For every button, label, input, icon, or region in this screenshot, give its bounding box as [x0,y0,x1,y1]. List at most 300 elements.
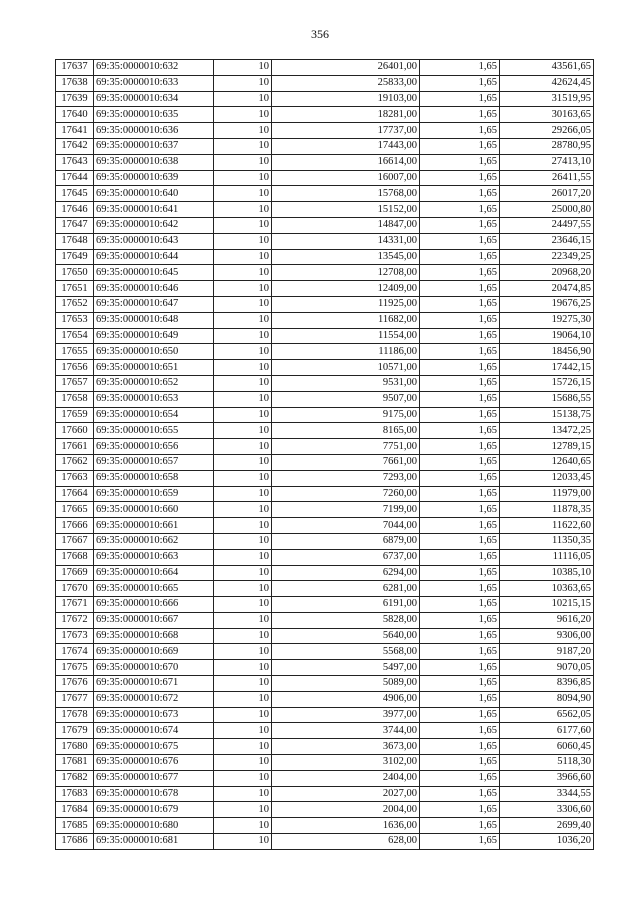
row-number-cell: 17660 [56,423,94,439]
row-number-cell: 17644 [56,170,94,186]
row-number-cell: 17658 [56,391,94,407]
row-number-cell: 17662 [56,454,94,470]
cadastral-number-cell: 69:35:0000010:644 [94,249,214,265]
table-row [56,265,594,281]
value-10-cell: 10 [214,138,272,154]
cadastral-number-cell: 69:35:0000010:636 [94,123,214,139]
rate-cell: 1,65 [420,75,500,91]
rate-cell: 1,65 [420,91,500,107]
rate-cell: 1,65 [420,186,500,202]
value-10-cell: 10 [214,770,272,786]
amount-cell: 18456,90 [500,344,594,360]
area-cell: 8165,00 [272,423,420,439]
table-row [56,454,594,470]
value-10-cell: 10 [214,170,272,186]
row-number-cell: 17669 [56,565,94,581]
value-10-cell: 10 [214,834,272,850]
table-row [56,612,594,628]
area-cell: 14331,00 [272,233,420,249]
table-row [56,407,594,423]
rate-cell: 1,65 [420,170,500,186]
area-cell: 2027,00 [272,786,420,802]
rate-cell: 1,65 [420,581,500,597]
rate-cell: 1,65 [420,217,500,233]
value-10-cell: 10 [214,612,272,628]
rate-cell: 1,65 [420,344,500,360]
amount-cell: 15726,15 [500,375,594,391]
row-number-cell: 17675 [56,660,94,676]
amount-cell: 10385,10 [500,565,594,581]
area-cell: 5640,00 [272,628,420,644]
rate-cell: 1,65 [420,549,500,565]
rate-cell: 1,65 [420,123,500,139]
amount-cell: 23646,15 [500,233,594,249]
cadastral-number-cell: 69:35:0000010:661 [94,518,214,534]
value-10-cell: 10 [214,439,272,455]
area-cell: 7661,00 [272,454,420,470]
row-number-cell: 17673 [56,628,94,644]
area-cell: 3977,00 [272,707,420,723]
cadastral-number-cell: 69:35:0000010:675 [94,739,214,755]
amount-cell: 6562,05 [500,707,594,723]
cadastral-number-cell: 69:35:0000010:664 [94,565,214,581]
area-cell: 12409,00 [272,281,420,297]
rate-cell: 1,65 [420,723,500,739]
rate-cell: 1,65 [420,502,500,518]
cadastral-number-cell: 69:35:0000010:640 [94,186,214,202]
value-10-cell: 10 [214,123,272,139]
rate-cell: 1,65 [420,202,500,218]
area-cell: 4906,00 [272,691,420,707]
area-cell: 11682,00 [272,312,420,328]
cadastral-number-cell: 69:35:0000010:650 [94,344,214,360]
row-number-cell: 17646 [56,202,94,218]
row-number-cell: 17666 [56,518,94,534]
amount-cell: 24497,55 [500,217,594,233]
area-cell: 7044,00 [272,518,420,534]
amount-cell: 27413,10 [500,154,594,170]
cadastral-number-cell: 69:35:0000010:645 [94,265,214,281]
table-row [56,423,594,439]
amount-cell: 28780,95 [500,138,594,154]
amount-cell: 11350,35 [500,533,594,549]
amount-cell: 19676,25 [500,296,594,312]
cadastral-number-cell: 69:35:0000010:680 [94,818,214,834]
amount-cell: 2699,40 [500,818,594,834]
row-number-cell: 17667 [56,533,94,549]
amount-cell: 11979,00 [500,486,594,502]
value-10-cell: 10 [214,375,272,391]
row-number-cell: 17651 [56,281,94,297]
area-cell: 6737,00 [272,549,420,565]
value-10-cell: 10 [214,723,272,739]
value-10-cell: 10 [214,328,272,344]
row-number-cell: 17661 [56,439,94,455]
amount-cell: 10363,65 [500,581,594,597]
cadastral-number-cell: 69:35:0000010:647 [94,296,214,312]
value-10-cell: 10 [214,249,272,265]
area-cell: 16614,00 [272,154,420,170]
page-number: 356 [311,27,329,41]
value-10-cell: 10 [214,739,272,755]
row-number-cell: 17653 [56,312,94,328]
table-row [56,802,594,818]
row-number-cell: 17680 [56,739,94,755]
amount-cell: 17442,15 [500,360,594,376]
row-number-cell: 17649 [56,249,94,265]
rate-cell: 1,65 [420,233,500,249]
table-row [56,154,594,170]
area-cell: 19103,00 [272,91,420,107]
value-10-cell: 10 [214,581,272,597]
rate-cell: 1,65 [420,565,500,581]
cadastral-number-cell: 69:35:0000010:652 [94,375,214,391]
rate-cell: 1,65 [420,375,500,391]
cadastral-number-cell: 69:35:0000010:671 [94,676,214,692]
amount-cell: 3344,55 [500,786,594,802]
cadastral-number-cell: 69:35:0000010:643 [94,233,214,249]
rate-cell: 1,65 [420,676,500,692]
row-number-cell: 17670 [56,581,94,597]
rate-cell: 1,65 [420,154,500,170]
area-cell: 13545,00 [272,249,420,265]
row-number-cell: 17674 [56,644,94,660]
rate-cell: 1,65 [420,138,500,154]
cadastral-number-cell: 69:35:0000010:681 [94,834,214,850]
row-number-cell: 17655 [56,344,94,360]
area-cell: 6281,00 [272,581,420,597]
cadastral-number-cell: 69:35:0000010:673 [94,707,214,723]
row-number-cell: 17679 [56,723,94,739]
rate-cell: 1,65 [420,786,500,802]
table-row [56,597,594,613]
amount-cell: 29266,05 [500,123,594,139]
area-cell: 11186,00 [272,344,420,360]
area-cell: 12708,00 [272,265,420,281]
amount-cell: 26017,20 [500,186,594,202]
cadastral-number-cell: 69:35:0000010:656 [94,439,214,455]
row-number-cell: 17647 [56,217,94,233]
amount-cell: 20474,85 [500,281,594,297]
table-row [56,818,594,834]
rate-cell: 1,65 [420,644,500,660]
area-cell: 2404,00 [272,770,420,786]
rate-cell: 1,65 [420,597,500,613]
value-10-cell: 10 [214,470,272,486]
value-10-cell: 10 [214,660,272,676]
cadastral-number-cell: 69:35:0000010:648 [94,312,214,328]
cadastral-number-cell: 69:35:0000010:676 [94,755,214,771]
rate-cell: 1,65 [420,391,500,407]
registry-table-body [56,60,594,850]
amount-cell: 31519,95 [500,91,594,107]
row-number-cell: 17664 [56,486,94,502]
table-row [56,502,594,518]
area-cell: 17737,00 [272,123,420,139]
value-10-cell: 10 [214,707,272,723]
area-cell: 7751,00 [272,439,420,455]
area-cell: 5568,00 [272,644,420,660]
amount-cell: 15686,55 [500,391,594,407]
cadastral-number-cell: 69:35:0000010:641 [94,202,214,218]
amount-cell: 30163,65 [500,107,594,123]
value-10-cell: 10 [214,486,272,502]
rate-cell: 1,65 [420,660,500,676]
table-row [56,123,594,139]
row-number-cell: 17659 [56,407,94,423]
cadastral-number-cell: 69:35:0000010:679 [94,802,214,818]
value-10-cell: 10 [214,154,272,170]
row-number-cell: 17641 [56,123,94,139]
rate-cell: 1,65 [420,755,500,771]
value-10-cell: 10 [214,344,272,360]
value-10-cell: 10 [214,597,272,613]
amount-cell: 26411,55 [500,170,594,186]
value-10-cell: 10 [214,391,272,407]
table-row [56,786,594,802]
row-number-cell: 17668 [56,549,94,565]
row-number-cell: 17677 [56,691,94,707]
area-cell: 25833,00 [272,75,420,91]
value-10-cell: 10 [214,628,272,644]
value-10-cell: 10 [214,454,272,470]
row-number-cell: 17640 [56,107,94,123]
rate-cell: 1,65 [420,407,500,423]
amount-cell: 43561,65 [500,60,594,76]
amount-cell: 25000,80 [500,202,594,218]
rate-cell: 1,65 [420,818,500,834]
cadastral-number-cell: 69:35:0000010:639 [94,170,214,186]
area-cell: 26401,00 [272,60,420,76]
rate-cell: 1,65 [420,249,500,265]
area-cell: 1636,00 [272,818,420,834]
row-number-cell: 17686 [56,834,94,850]
value-10-cell: 10 [214,91,272,107]
cadastral-number-cell: 69:35:0000010:668 [94,628,214,644]
table-row [56,470,594,486]
amount-cell: 3966,60 [500,770,594,786]
row-number-cell: 17657 [56,375,94,391]
value-10-cell: 10 [214,565,272,581]
table-row [56,217,594,233]
value-10-cell: 10 [214,691,272,707]
table-row [56,75,594,91]
rate-cell: 1,65 [420,107,500,123]
cadastral-number-cell: 69:35:0000010:659 [94,486,214,502]
area-cell: 18281,00 [272,107,420,123]
row-number-cell: 17645 [56,186,94,202]
row-number-cell: 17671 [56,597,94,613]
amount-cell: 6177,60 [500,723,594,739]
table-row [56,233,594,249]
area-cell: 16007,00 [272,170,420,186]
amount-cell: 22349,25 [500,249,594,265]
cadastral-number-cell: 69:35:0000010:632 [94,60,214,76]
row-number-cell: 17654 [56,328,94,344]
rate-cell: 1,65 [420,296,500,312]
area-cell: 3102,00 [272,755,420,771]
rate-cell: 1,65 [420,834,500,850]
amount-cell: 11116,05 [500,549,594,565]
area-cell: 10571,00 [272,360,420,376]
table-row [56,486,594,502]
row-number-cell: 17683 [56,786,94,802]
cadastral-number-cell: 69:35:0000010:674 [94,723,214,739]
amount-cell: 11622,60 [500,518,594,534]
cadastral-number-cell: 69:35:0000010:657 [94,454,214,470]
table-row [56,676,594,692]
rate-cell: 1,65 [420,612,500,628]
table-row [56,170,594,186]
rate-cell: 1,65 [420,691,500,707]
table-row [56,660,594,676]
amount-cell: 11878,35 [500,502,594,518]
value-10-cell: 10 [214,296,272,312]
rate-cell: 1,65 [420,423,500,439]
table-row [56,249,594,265]
value-10-cell: 10 [214,233,272,249]
table-row [56,549,594,565]
cadastral-number-cell: 69:35:0000010:655 [94,423,214,439]
rate-cell: 1,65 [420,439,500,455]
area-cell: 6879,00 [272,533,420,549]
cadastral-number-cell: 69:35:0000010:638 [94,154,214,170]
cadastral-number-cell: 69:35:0000010:634 [94,91,214,107]
rate-cell: 1,65 [420,770,500,786]
amount-cell: 8396,85 [500,676,594,692]
cadastral-number-cell: 69:35:0000010:642 [94,217,214,233]
area-cell: 5497,00 [272,660,420,676]
value-10-cell: 10 [214,802,272,818]
value-10-cell: 10 [214,312,272,328]
value-10-cell: 10 [214,107,272,123]
value-10-cell: 10 [214,60,272,76]
cadastral-number-cell: 69:35:0000010:669 [94,644,214,660]
value-10-cell: 10 [214,217,272,233]
value-10-cell: 10 [214,281,272,297]
area-cell: 628,00 [272,834,420,850]
value-10-cell: 10 [214,676,272,692]
value-10-cell: 10 [214,786,272,802]
area-cell: 11554,00 [272,328,420,344]
area-cell: 7260,00 [272,486,420,502]
table-row [56,391,594,407]
area-cell: 5828,00 [272,612,420,628]
rate-cell: 1,65 [420,470,500,486]
rate-cell: 1,65 [420,265,500,281]
cadastral-number-cell: 69:35:0000010:649 [94,328,214,344]
row-number-cell: 17681 [56,755,94,771]
table-row [56,644,594,660]
area-cell: 7199,00 [272,502,420,518]
value-10-cell: 10 [214,423,272,439]
table-row [56,138,594,154]
amount-cell: 9070,05 [500,660,594,676]
amount-cell: 12640,65 [500,454,594,470]
amount-cell: 5118,30 [500,755,594,771]
table-row [56,91,594,107]
cadastral-number-cell: 69:35:0000010:665 [94,581,214,597]
area-cell: 3744,00 [272,723,420,739]
area-cell: 7293,00 [272,470,420,486]
cadastral-number-cell: 69:35:0000010:653 [94,391,214,407]
row-number-cell: 17652 [56,296,94,312]
rate-cell: 1,65 [420,707,500,723]
row-number-cell: 17650 [56,265,94,281]
table-row [56,281,594,297]
rate-cell: 1,65 [420,312,500,328]
table-row [56,312,594,328]
table-row [56,755,594,771]
row-number-cell: 17637 [56,60,94,76]
value-10-cell: 10 [214,75,272,91]
cadastral-number-cell: 69:35:0000010:635 [94,107,214,123]
value-10-cell: 10 [214,265,272,281]
amount-cell: 1036,20 [500,834,594,850]
row-number-cell: 17663 [56,470,94,486]
amount-cell: 8094,90 [500,691,594,707]
cadastral-number-cell: 69:35:0000010:658 [94,470,214,486]
amount-cell: 10215,15 [500,597,594,613]
row-number-cell: 17682 [56,770,94,786]
amount-cell: 13472,25 [500,423,594,439]
area-cell: 2004,00 [272,802,420,818]
cadastral-number-cell: 69:35:0000010:662 [94,533,214,549]
area-cell: 11925,00 [272,296,420,312]
amount-cell: 9306,00 [500,628,594,644]
amount-cell: 3306,60 [500,802,594,818]
row-number-cell: 17676 [56,676,94,692]
amount-cell: 9187,20 [500,644,594,660]
value-10-cell: 10 [214,818,272,834]
row-number-cell: 17639 [56,91,94,107]
table-row [56,375,594,391]
table-row [56,770,594,786]
row-number-cell: 17672 [56,612,94,628]
row-number-cell: 17643 [56,154,94,170]
value-10-cell: 10 [214,407,272,423]
value-10-cell: 10 [214,202,272,218]
rate-cell: 1,65 [420,486,500,502]
area-cell: 15152,00 [272,202,420,218]
table-row [56,565,594,581]
area-cell: 9175,00 [272,407,420,423]
table-row [56,107,594,123]
row-number-cell: 17638 [56,75,94,91]
amount-cell: 19275,30 [500,312,594,328]
table-row [56,518,594,534]
value-10-cell: 10 [214,518,272,534]
table-row [56,360,594,376]
table-row [56,202,594,218]
table-row [56,834,594,850]
table-row [56,344,594,360]
table-row [56,628,594,644]
cadastral-number-cell: 69:35:0000010:677 [94,770,214,786]
rate-cell: 1,65 [420,739,500,755]
value-10-cell: 10 [214,502,272,518]
rate-cell: 1,65 [420,281,500,297]
amount-cell: 15138,75 [500,407,594,423]
row-number-cell: 17642 [56,138,94,154]
amount-cell: 9616,20 [500,612,594,628]
table-row [56,296,594,312]
table-row [56,691,594,707]
table-row [56,186,594,202]
cadastral-number-cell: 69:35:0000010:670 [94,660,214,676]
row-number-cell: 17684 [56,802,94,818]
cadastral-number-cell: 69:35:0000010:654 [94,407,214,423]
